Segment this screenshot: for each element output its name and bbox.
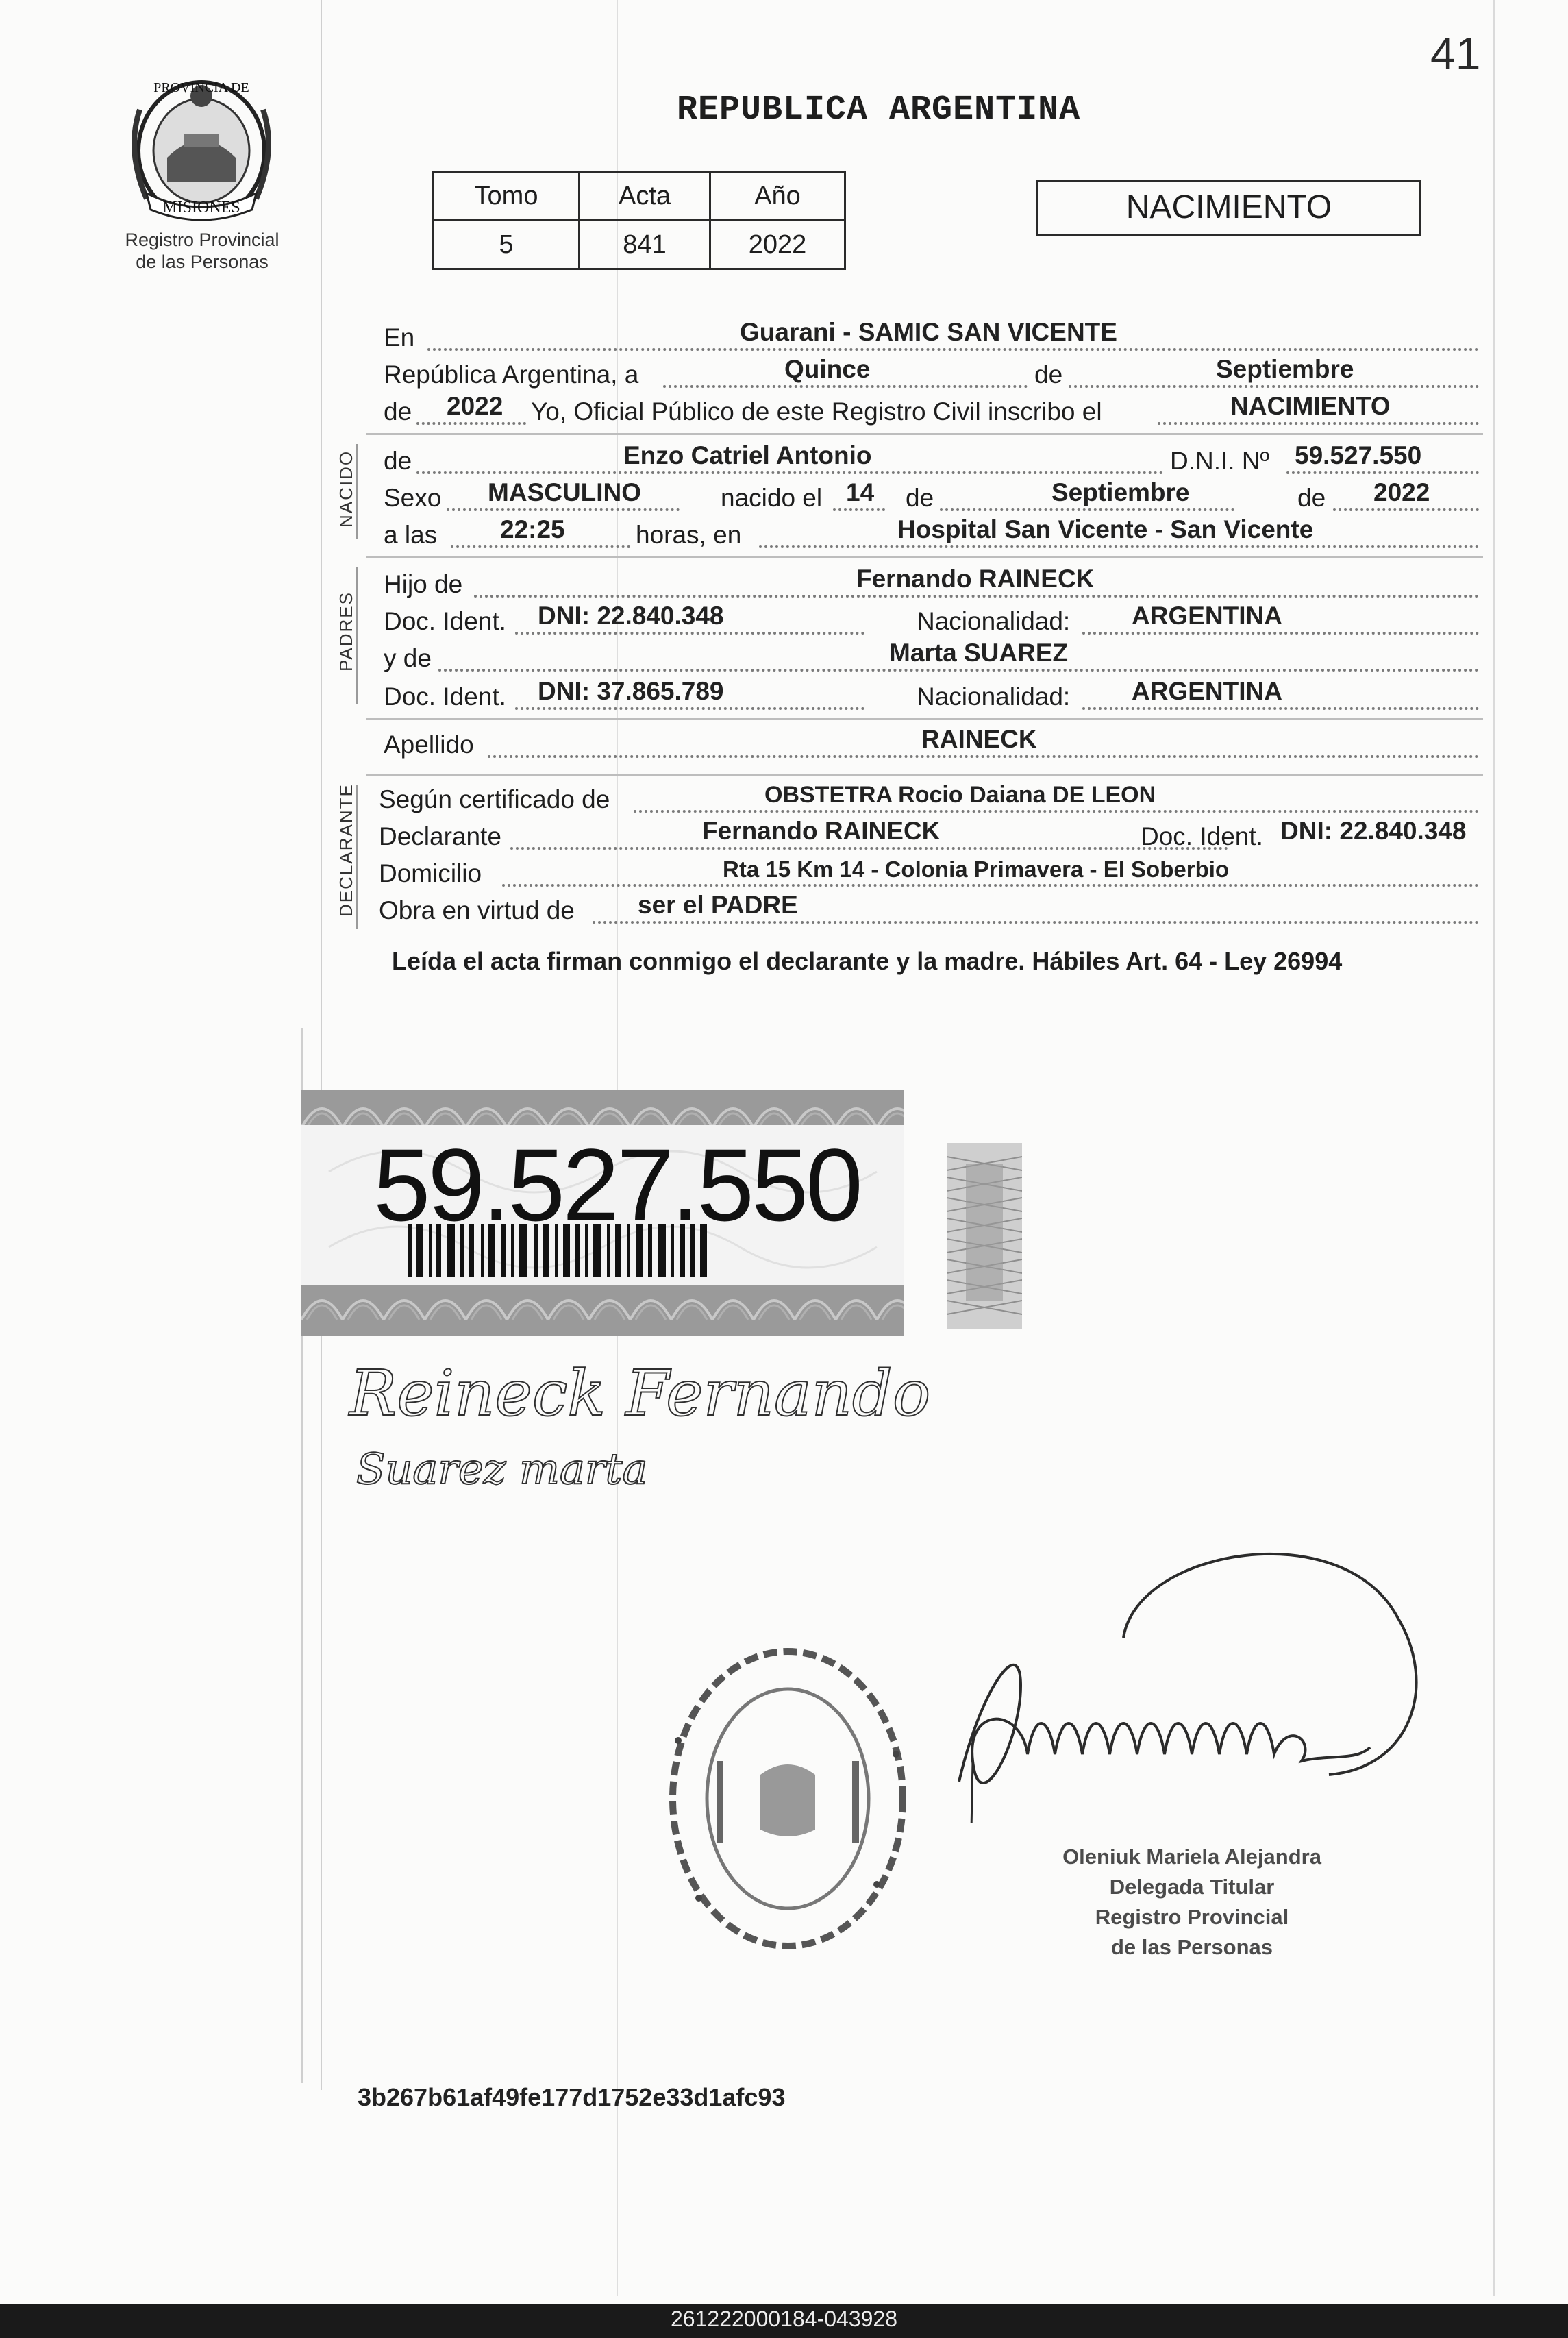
registry-header-anio: Año — [710, 172, 845, 221]
label-domicilio: Domicilio — [379, 859, 482, 887]
label-nacionalidad: Nacionalidad: — [917, 607, 1071, 635]
value-certificado: OBSTETRA Rocio Daiana DE LEON — [764, 782, 1156, 808]
document-title: REPUBLICA ARGENTINA — [677, 90, 1081, 130]
value-madre-nombre: Marta SUAREZ — [889, 639, 1069, 667]
section-separator — [366, 718, 1483, 720]
value-sexo: MASCULINO — [488, 478, 642, 506]
hologram-strip — [947, 1143, 1022, 1329]
scan-line — [321, 0, 322, 2090]
dotted-line — [940, 508, 1234, 511]
official-signature — [918, 1535, 1452, 1823]
label-dni: D.N.I. Nº — [1170, 447, 1270, 475]
section-separator — [366, 556, 1483, 558]
dotted-line — [1286, 471, 1479, 474]
value-nacimiento-mes: Septiembre — [1051, 478, 1190, 506]
dotted-line — [502, 884, 1479, 887]
row-sexo — [384, 480, 1480, 515]
value-padre-nombre: Fernando RAINECK — [856, 565, 1095, 593]
label-hijo-de: Hijo de — [384, 570, 463, 598]
label-sexo: Sexo — [384, 484, 442, 512]
row-fecha — [384, 356, 1480, 392]
handwritten-signature-declarante — [343, 1343, 959, 1501]
value-dni: 59.527.550 — [1295, 441, 1422, 469]
value-domicilio: Rta 15 Km 14 - Colonia Primavera - El Soberbio — [723, 857, 1230, 882]
label-oficial: Yo, Oficial Público de este Registro Civil inscribo el — [531, 397, 1102, 426]
dotted-line — [663, 385, 1028, 388]
signature-line: Reineck Fernando — [349, 1357, 931, 1430]
dotted-line — [1069, 385, 1479, 388]
dotted-line — [515, 632, 864, 635]
label-nacido-el: nacido el — [721, 484, 823, 512]
label-de-nombre: de — [384, 447, 412, 475]
value-anio: 2022 — [447, 392, 503, 420]
official-name: Oleniuk Mariela Alejandra — [1062, 1845, 1321, 1869]
value-nacimiento-dia: 14 — [846, 478, 875, 506]
row-inscripcion — [384, 393, 1480, 429]
value-nombre: Enzo Catriel Antonio — [623, 441, 872, 469]
registry-header-acta: Acta — [580, 172, 710, 221]
row-lugar — [384, 319, 1480, 355]
value-hora: 22:25 — [500, 515, 565, 543]
value-nacimiento-anio: 2022 — [1373, 478, 1430, 506]
label-doc-ident: Doc. Ident. — [384, 682, 506, 711]
value-dia: Quince — [784, 355, 871, 383]
value-declarante-doc: DNI: 22.840.348 — [1280, 817, 1467, 845]
dotted-line — [438, 669, 1479, 672]
value-madre-nacionalidad: ARGENTINA — [1132, 677, 1282, 705]
label-y-de: y de — [384, 644, 432, 672]
dotted-line — [634, 810, 1479, 813]
label-doc-ident: Doc. Ident. — [384, 607, 506, 635]
section-label-nacido: NACIDO — [336, 450, 356, 528]
seal-caption-line: de las Personas — [136, 251, 269, 272]
dotted-line — [1158, 422, 1479, 425]
dotted-line — [488, 755, 1479, 758]
dotted-line — [474, 595, 1479, 598]
label-obra-en-virtud: Obra en virtud de — [379, 896, 575, 924]
official-office: de las Personas — [1110, 1935, 1273, 1959]
section-separator — [366, 433, 1483, 435]
dotted-line — [1082, 632, 1479, 635]
scan-line — [1493, 0, 1495, 2296]
row-domicilio — [379, 855, 1475, 891]
registry-header-tomo: Tomo — [434, 172, 580, 221]
label-segun-certificado: Según certificado de — [379, 785, 610, 813]
dotted-line — [510, 847, 1228, 850]
dni-sticker-number: 59.527.550 — [373, 1127, 860, 1242]
value-madre-doc: DNI: 37.865.789 — [538, 677, 724, 705]
registry-table — [432, 171, 846, 270]
label-nacionalidad: Nacionalidad: — [917, 682, 1071, 711]
row-certificado — [379, 781, 1475, 817]
value-padre-doc: DNI: 22.840.348 — [538, 602, 724, 630]
row-madre — [384, 640, 1480, 676]
label-de: de — [1034, 360, 1063, 389]
official-name-block — [1014, 1842, 1370, 1962]
dotted-line — [416, 422, 526, 425]
label-horas-en: horas, en — [636, 521, 742, 549]
label-de-anio-nac: de — [1297, 484, 1326, 512]
value-padre-nacionalidad: ARGENTINA — [1132, 602, 1282, 630]
label-declarante: Declarante — [379, 822, 501, 850]
dotted-line — [451, 545, 630, 548]
row-nombre — [384, 443, 1480, 478]
label-de-mes: de — [906, 484, 934, 512]
label-apellido: Apellido — [384, 730, 474, 759]
registry-value-tomo: 5 — [434, 221, 580, 269]
footer-code: 261222000184-043928 — [671, 2306, 897, 2331]
row-padre-doc — [384, 603, 1480, 639]
section-label-declarante: DECLARANTE — [336, 783, 356, 917]
official-role: Delegada Titular — [1109, 1875, 1275, 1899]
label-declarante-doc: Doc. Ident. — [1141, 822, 1263, 850]
seal-banner-text: MISIONES — [162, 199, 240, 217]
label-de-anio: de — [384, 397, 412, 426]
dotted-line — [833, 508, 885, 511]
misiones-seal-logo — [126, 69, 277, 226]
dotted-line — [593, 921, 1479, 924]
value-mes: Septiembre — [1216, 355, 1354, 383]
row-madre-doc — [384, 678, 1480, 714]
value-tipo: NACIMIENTO — [1230, 392, 1391, 420]
page-number: 41 — [1430, 28, 1481, 79]
dotted-line — [1082, 707, 1479, 710]
official-office: Registro Provincial — [1095, 1905, 1289, 1929]
label-republica: República Argentina, a — [384, 360, 639, 389]
value-lugar-nacimiento: Hospital San Vicente - San Vicente — [897, 515, 1314, 543]
dotted-line — [416, 471, 1163, 474]
section-separator — [366, 774, 1483, 776]
row-apellido — [384, 726, 1480, 762]
registry-stamp — [658, 1638, 918, 1960]
seal-ring-text: PROVINCIA DE — [153, 80, 249, 95]
dotted-line — [515, 707, 864, 710]
row-en-virtud — [379, 892, 1475, 928]
row-declarante — [379, 818, 1475, 854]
registry-value-anio: 2022 — [710, 221, 845, 269]
seal-caption — [103, 229, 301, 273]
value-apellido: RAINECK — [921, 725, 1037, 753]
value-en-virtud: ser el PADRE — [638, 891, 798, 919]
row-padre — [384, 566, 1480, 602]
section-label-padres: PADRES — [336, 591, 356, 672]
dotted-line — [759, 545, 1479, 548]
seal-caption-line: Registro Provincial — [125, 230, 279, 250]
document-hash: 3b267b61af49fe177d1752e33d1afc93 — [358, 2083, 786, 2111]
value-declarante: Fernando RAINECK — [702, 817, 941, 845]
legal-note: Leída el acta firman conmigo el declarante y la madre. Hábiles Art. 64 - Ley 26994 — [392, 947, 1343, 975]
record-type-box: NACIMIENTO — [1036, 180, 1421, 236]
dotted-line — [447, 508, 680, 511]
signature-line: Suarez marta — [356, 1444, 648, 1494]
row-hora — [384, 517, 1480, 552]
label-a-las: a las — [384, 521, 438, 549]
dotted-line — [1333, 508, 1479, 511]
registry-value-acta: 841 — [580, 221, 710, 269]
dotted-line — [427, 348, 1479, 351]
value-lugar: Guarani - SAMIC SAN VICENTE — [740, 318, 1117, 346]
label-en: En — [384, 323, 415, 352]
